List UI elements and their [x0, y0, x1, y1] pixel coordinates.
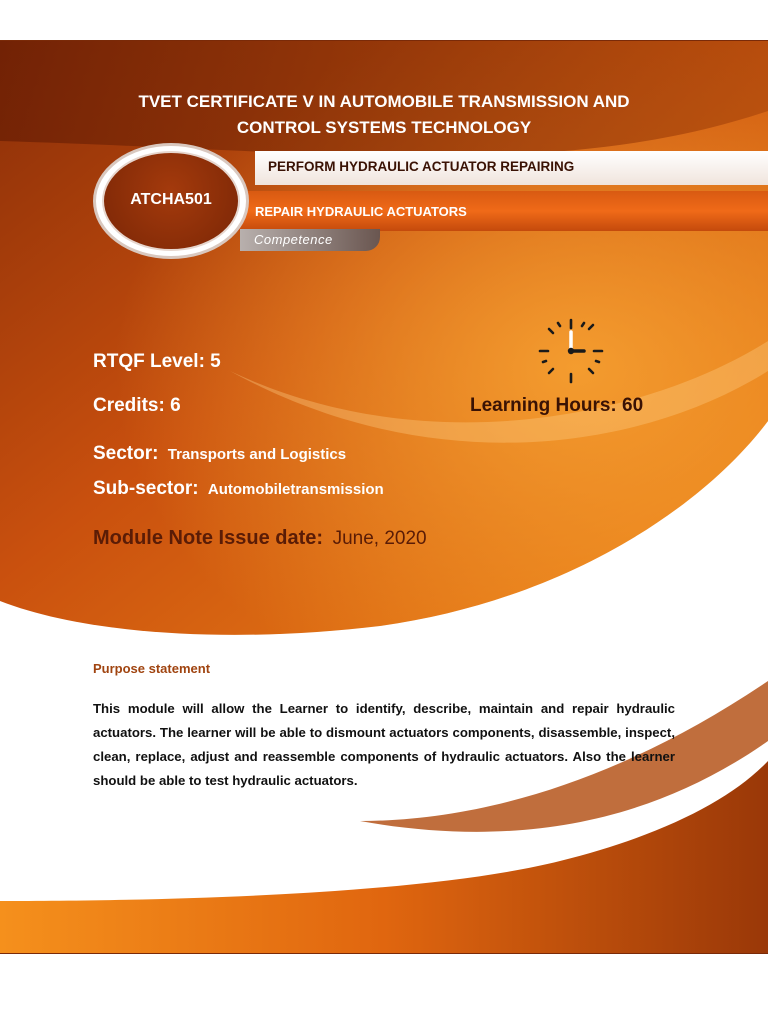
clock-icon — [536, 316, 606, 386]
competence-label: Competence — [254, 232, 333, 247]
document-cover — [0, 40, 768, 954]
program-title — [0, 89, 768, 141]
program-title-line1: TVET CERTIFICATE V IN AUTOMOBILE TRANSMISSION AND — [138, 92, 630, 111]
subsector-label: Sub-sector: — [93, 478, 199, 499]
issue-date-label: Module Note Issue date: — [93, 527, 324, 549]
issue-date — [93, 527, 427, 550]
purpose-heading: Purpose statement — [93, 661, 211, 676]
module-code: ATCHA501 — [130, 191, 212, 208]
subsector-value: Automobiletransmission — [207, 481, 384, 498]
sector-label: Sector: — [93, 443, 159, 464]
competence-title: REPAIR HYDRAULIC ACTUATORS — [255, 204, 467, 219]
sector — [93, 443, 346, 465]
program-title-line2: CONTROL SYSTEMS TECHNOLOGY — [236, 118, 532, 137]
module-title: PERFORM HYDRAULIC ACTUATOR REPAIRING — [268, 159, 575, 174]
learning-hours: Learning Hours: 60 — [470, 395, 644, 416]
subsector — [93, 478, 384, 500]
sector-value: Transports and Logistics — [167, 446, 347, 463]
credits: Credits: 6 — [93, 395, 181, 416]
rtqf-level: RTQF Level: 5 — [93, 351, 221, 372]
purpose-text: This module will allow the Learner to identify, describe, maintain and repair hydraulic actuators. The learner will be able to dismount actuators components, disassemble, inspect, clean, replace, adjust and reassemble components of hydraulic actuators. Also the learner should be able to test hydraulic actuators. — [93, 701, 675, 788]
issue-date-value: June, 2020 — [332, 528, 427, 549]
